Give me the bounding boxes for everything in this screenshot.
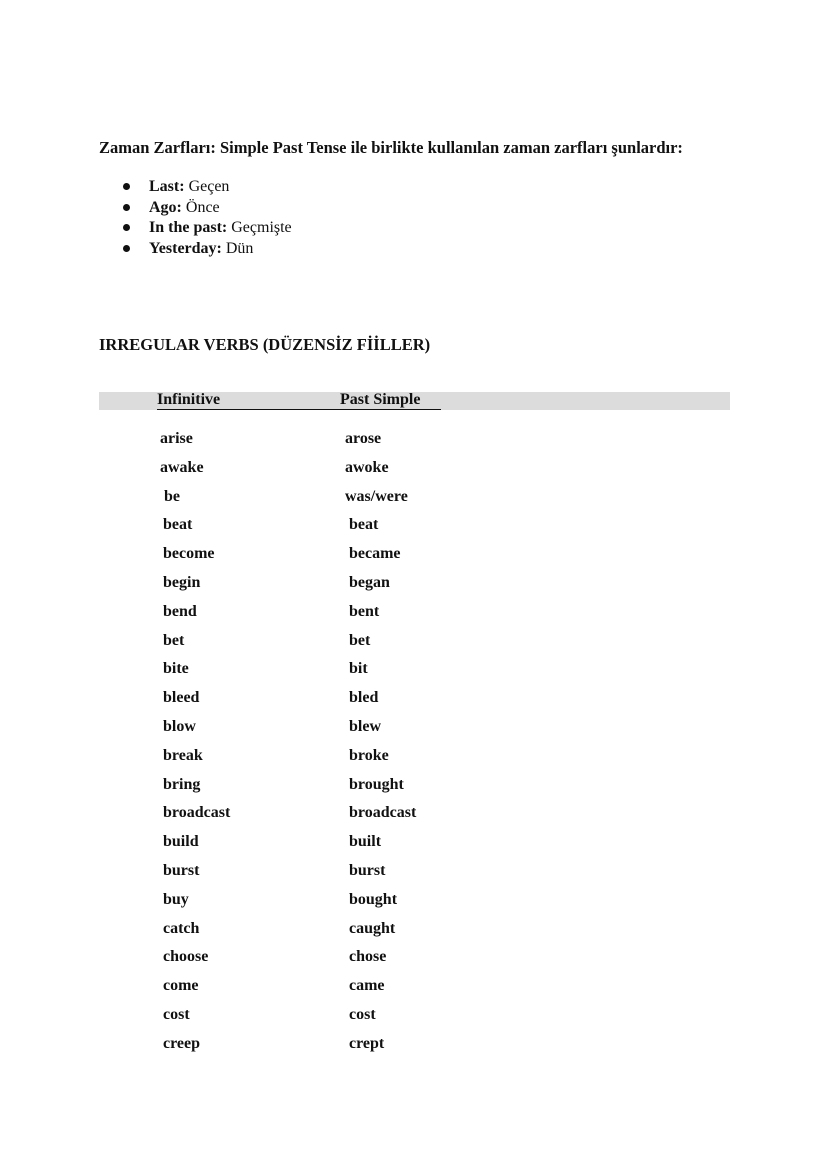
adverbs-heading: Zaman Zarfları: Simple Past Tense ile birlikte kullanılan zaman zarfları şunlardır: — [99, 138, 683, 157]
verb-infinitive: build — [163, 833, 199, 851]
table-row — [0, 1006, 828, 1035]
list-item — [99, 177, 292, 198]
verb-infinitive: bleed — [163, 689, 200, 707]
bullet-icon — [123, 224, 130, 231]
table-row — [0, 862, 828, 891]
verb-past-simple: began — [349, 573, 390, 591]
verb-infinitive: bite — [163, 660, 189, 678]
verb-infinitive: bet — [163, 631, 185, 649]
verb-infinitive: burst — [163, 861, 200, 879]
verb-infinitive: cost — [163, 1005, 190, 1023]
verb-infinitive: be — [164, 487, 180, 505]
verb-infinitive: come — [163, 977, 199, 995]
adverb-term: Last: — [149, 178, 185, 195]
header-infinitive: Infinitive — [157, 391, 340, 410]
table-row — [0, 718, 828, 747]
adverb-meaning: Geçen — [184, 178, 230, 195]
verb-past-simple: became — [349, 545, 401, 563]
irregular-verbs-title: IRREGULAR VERBS (DÜZENSİZ FİİLLER) — [99, 335, 431, 354]
list-item — [99, 218, 292, 239]
adverbs-list — [99, 177, 292, 259]
verb-past-simple: bought — [349, 890, 398, 908]
table-row — [0, 459, 828, 488]
list-item — [99, 239, 292, 260]
verb-past-simple: bet — [349, 631, 371, 649]
table-row — [0, 804, 828, 833]
adverb-meaning: Dün — [221, 239, 254, 257]
verb-past-simple: cost — [349, 1005, 376, 1023]
verb-infinitive: break — [163, 746, 203, 764]
verb-past-simple: bit — [349, 660, 368, 678]
adverb-meaning: Önce — [181, 198, 220, 216]
header-past-simple: Past Simple — [340, 391, 441, 410]
table-row — [0, 516, 828, 545]
adverb-term: Yesterday: — [149, 239, 222, 257]
table-row — [0, 632, 828, 661]
verb-infinitive: buy — [163, 890, 189, 908]
table-row — [0, 833, 828, 862]
table-row — [0, 660, 828, 689]
verb-infinitive: blow — [163, 717, 196, 735]
list-item — [99, 198, 292, 219]
verb-past-simple: beat — [349, 516, 379, 534]
table-row — [0, 891, 828, 920]
verb-infinitive: arise — [160, 430, 193, 447]
verb-infinitive: broadcast — [163, 804, 231, 822]
table-row — [0, 948, 828, 977]
table-row — [0, 430, 828, 459]
verb-past-simple: arose — [345, 430, 382, 447]
verb-infinitive: begin — [163, 573, 201, 591]
verb-past-simple: blew — [349, 717, 381, 735]
table-row — [0, 689, 828, 718]
table-row — [0, 747, 828, 776]
verb-infinitive: awake — [160, 458, 204, 476]
verb-past-simple: burst — [349, 861, 386, 879]
verb-infinitive: become — [163, 545, 215, 563]
table-row — [0, 603, 828, 632]
verb-past-simple: was/were — [345, 487, 408, 505]
verb-infinitive: choose — [163, 948, 209, 966]
table-row — [0, 488, 828, 517]
verb-infinitive: beat — [163, 516, 193, 534]
verb-past-simple: caught — [349, 919, 396, 937]
verb-past-simple: bled — [349, 689, 379, 707]
table-row — [0, 1035, 828, 1064]
verb-past-simple: built — [349, 833, 382, 851]
adverb-meaning: Geçmişte — [227, 219, 292, 236]
verb-infinitive: bend — [163, 602, 197, 620]
verb-past-simple: awoke — [345, 458, 389, 476]
verb-infinitive: creep — [163, 1034, 201, 1052]
verb-past-simple: came — [349, 977, 385, 995]
verb-past-simple: brought — [349, 775, 404, 793]
table-row — [0, 545, 828, 574]
verbs-table-body — [0, 430, 828, 1064]
verb-past-simple: broadcast — [349, 804, 417, 822]
bullet-icon — [123, 183, 130, 190]
table-row — [0, 776, 828, 805]
verb-past-simple: crept — [349, 1034, 385, 1052]
table-row — [0, 977, 828, 1006]
adverb-term: In the past: — [149, 219, 228, 236]
table-row — [0, 920, 828, 949]
verb-infinitive: catch — [163, 919, 200, 937]
bullet-icon — [123, 245, 130, 252]
verb-infinitive: bring — [163, 775, 201, 793]
verb-past-simple: bent — [349, 602, 380, 620]
table-row — [0, 574, 828, 603]
verbs-table-header — [99, 392, 730, 410]
adverb-term: Ago: — [149, 198, 182, 216]
verb-past-simple: broke — [349, 746, 389, 764]
verb-past-simple: chose — [349, 948, 387, 966]
bullet-icon — [123, 204, 130, 211]
